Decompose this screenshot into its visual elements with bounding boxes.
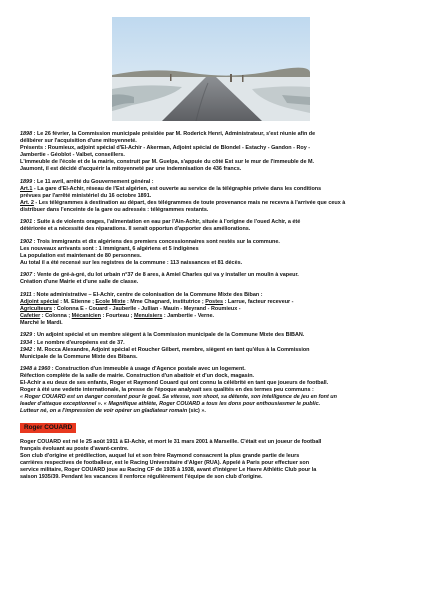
text-line: détériorée et a nécessité des réparations. Il serait opportun d'apporter des améliorations.: [20, 226, 251, 233]
text-line: - Les télégrammes à destination au départ, des télégrammes de toute provenance mais ne recevra à l'arrivée que ceux à: [33, 199, 346, 206]
text-line: carrières respectives de footballeur, est le Racing Universitaire d'Alger (RUA). Appelé à Paris pour effectuer son: [20, 459, 310, 466]
role-label: Adjoint spécial: [20, 298, 59, 305]
role-label: Postes: [205, 298, 224, 305]
text-line: : Le 26 février, la Commission municipale présidée par M. Roderick Henri, Administrateur, s'est réunie afin de: [32, 131, 316, 137]
paragraph-biography: [20, 439, 412, 481]
text-line: : Colonna ;: [40, 312, 72, 319]
text-line: L'immeuble de l'école et de la mairie, construit par M. Guelpa, s'appuie du côté Est sur le mur de l'immeuble de M.: [20, 159, 315, 166]
paragraph-1901: [20, 219, 412, 233]
article-label: Art. 2: [20, 199, 34, 206]
text-line: Municipale de la Commune Mixte des Bibans.: [20, 353, 138, 360]
text-line: Réfection complète de la salle de mairie. Construction d'un abattoir et d'un dock, magasin.: [20, 373, 255, 380]
history-text: [20, 131, 412, 486]
text-line: : Colonna E - Couard - Jauberlle - Jullian - Mauin - Meyrand - Roumieux -: [52, 305, 241, 312]
text-line: - La gare d'El-Achir, réseau de l'Est algérien, est ouverte au service de la télégraphie privée dans les conditions: [32, 185, 322, 192]
text-line: : Vente de gré-à-gré, du lot urbain n°37 de 8 ares, à Amiel Charles qui va y installer un moulin à vapeur.: [32, 272, 299, 279]
winter-road-image: [112, 17, 310, 121]
text-line: Jambertie - Géoblot - Valbet, conseillers.: [20, 152, 125, 159]
text-line: : Construction d'un immeuble à usage d'Agence postale avec un logement.: [50, 366, 246, 373]
text-line: délibérer sur l'acquisition d'une mitoyenneté.: [20, 138, 137, 145]
role-label: Ecole Mixte: [95, 298, 126, 305]
year-label: 1942: [20, 346, 33, 353]
text-line: saison 1935/39. Pendant les vacances il renforce régulièrement l'équipe de son club d'origine.: [20, 473, 263, 480]
text-line: : Jambertie - Verne.: [162, 312, 215, 319]
text-line: Jaumont, il est décidé d'acquérir la mitoyenneté par une indemnisation de 436 francs.: [20, 166, 242, 173]
text-line: prévues par l'arrêté ministériel du 16 octobre 1891.: [20, 192, 152, 199]
paragraph-1898: [20, 131, 412, 173]
year-label: 1901: [20, 219, 33, 226]
text-line: français évoluant au poste d'avant-centre.: [20, 445, 129, 452]
press-quote: « Roger COUARD est un danger constant pour le goal. Sa vitesse, son shoot, sa détente, son intelligence de jeu en font un: [20, 394, 337, 401]
text-line: : Fourteau ;: [101, 312, 134, 319]
role-label: Agriculteurs: [20, 305, 53, 312]
text-line: La population est maintenant de 80 personnes.: [20, 252, 142, 259]
role-label: Menuisiers: [133, 312, 163, 319]
year-label: 1929: [20, 332, 33, 339]
paragraph-1907: [20, 272, 412, 286]
text-line: service militaire, Roger COUARD joue au Racing CF de 1935 à 1938, avant d'intégrer Le Havre Athlétic Club pour la: [20, 466, 317, 473]
text-line: Au total il a été recensé sur les registres de la commune : 113 naissances et 81 décès.: [20, 259, 243, 266]
text-line: : Suite à de violents orages, l'alimentation en eau par l'Ain-Achir, située à l'origine de l'oued Achir, a été: [32, 219, 301, 226]
text-line: : Le nombre d'européens est de 37.: [32, 339, 125, 346]
press-quote: Lutteur né, on a l'impression de voir opérer un gladiateur romain: [20, 408, 188, 415]
article-label: Art.1: [20, 185, 33, 192]
text-line: : Un adjoint spécial et un membre siègent à la Commission municipale de la Commune Mixte des BIBAN.: [32, 332, 305, 339]
section-heading-roger-couard: Roger COUARD: [20, 423, 76, 433]
role-label: Cafetier: [20, 312, 41, 319]
text-line: : Larrue, facteur receveur -: [223, 298, 294, 305]
year-label: 1907: [20, 272, 33, 279]
text-line: : M. Etienne ;: [58, 298, 96, 305]
paragraph-1902: [20, 239, 412, 267]
press-quote: leader d'attaque exceptionnel ». « Magnifique athlète, Roger COUARD a tous les dons pour enthousiasmer le public.: [20, 401, 321, 408]
text-line: distribuer dans l'enceinte de la gare ou adressés : télégrammes restants.: [20, 206, 209, 213]
year-label: 1911: [20, 291, 32, 298]
year-label: 1902: [20, 238, 33, 245]
paragraph-1899: [20, 179, 412, 214]
role-label: Mécanicien: [71, 312, 101, 319]
text-line: Les nouveaux arrivants sont : 1 immigrant, 6 algériens et 5 indigènes: [20, 245, 199, 252]
year-label: 1898: [20, 131, 33, 137]
paragraph-1929-1942: [20, 332, 412, 360]
text-line: Présents : Roumieux, adjoint spécial d'El-Achir - Akerman, Adjoint spécial de Blondel - Estachy - Gandon - Roy -: [20, 145, 311, 152]
text-line: Roger à été une vedette internationale, la presse de l'époque analysait ses qualités en des termes peu communs :: [20, 387, 314, 394]
text-line: El-Achir a eu deux de ses enfants, Roger et Raymond Couard qui ont connu la célébrité en tant que joueurs de football.: [20, 380, 329, 387]
year-label: 1948 à 1960: [20, 366, 51, 373]
text-line: : M. Rocca Alexandre, Adjoint spécial et Roucher Gilbert, membre, siègent en tant qu'élus à la Commission: [32, 346, 310, 353]
text-line: : Le 11 avril, arrêté du Gouvernement général :: [32, 178, 154, 185]
text-line: Marché le Mardi.: [20, 320, 63, 327]
text-line: (sic) ».: [187, 408, 206, 415]
text-line: : Mme Chagnard, institutrice ;: [125, 298, 206, 305]
text-line: Son club d'origine et prédilection, auquel lui et son frère Raymond consacrent la plus grande partie de leurs: [20, 452, 300, 459]
text-line: Roger COUARD est né le 25 août 1911 à El-Achir, et mort le 31 mars 2001 à Marseille. C'était est un joueur de football: [20, 438, 322, 445]
paragraph-1911: [20, 292, 412, 327]
winter-road-photo: [112, 17, 310, 121]
text-line: : Trois immigrants et dix algériens des premiers concessionnaires sont restés sur la commune.: [32, 238, 280, 245]
year-label: 1899: [20, 178, 33, 185]
year-label: 1934: [20, 339, 33, 346]
paragraph-1948-1960: [20, 366, 412, 415]
text-line: : Note administrative – El-Achir, centre de colonisation de la Commune Mixte des Biban :: [31, 291, 263, 298]
text-line: Création d'une Mairie et d'une salle de classe.: [20, 279, 139, 286]
